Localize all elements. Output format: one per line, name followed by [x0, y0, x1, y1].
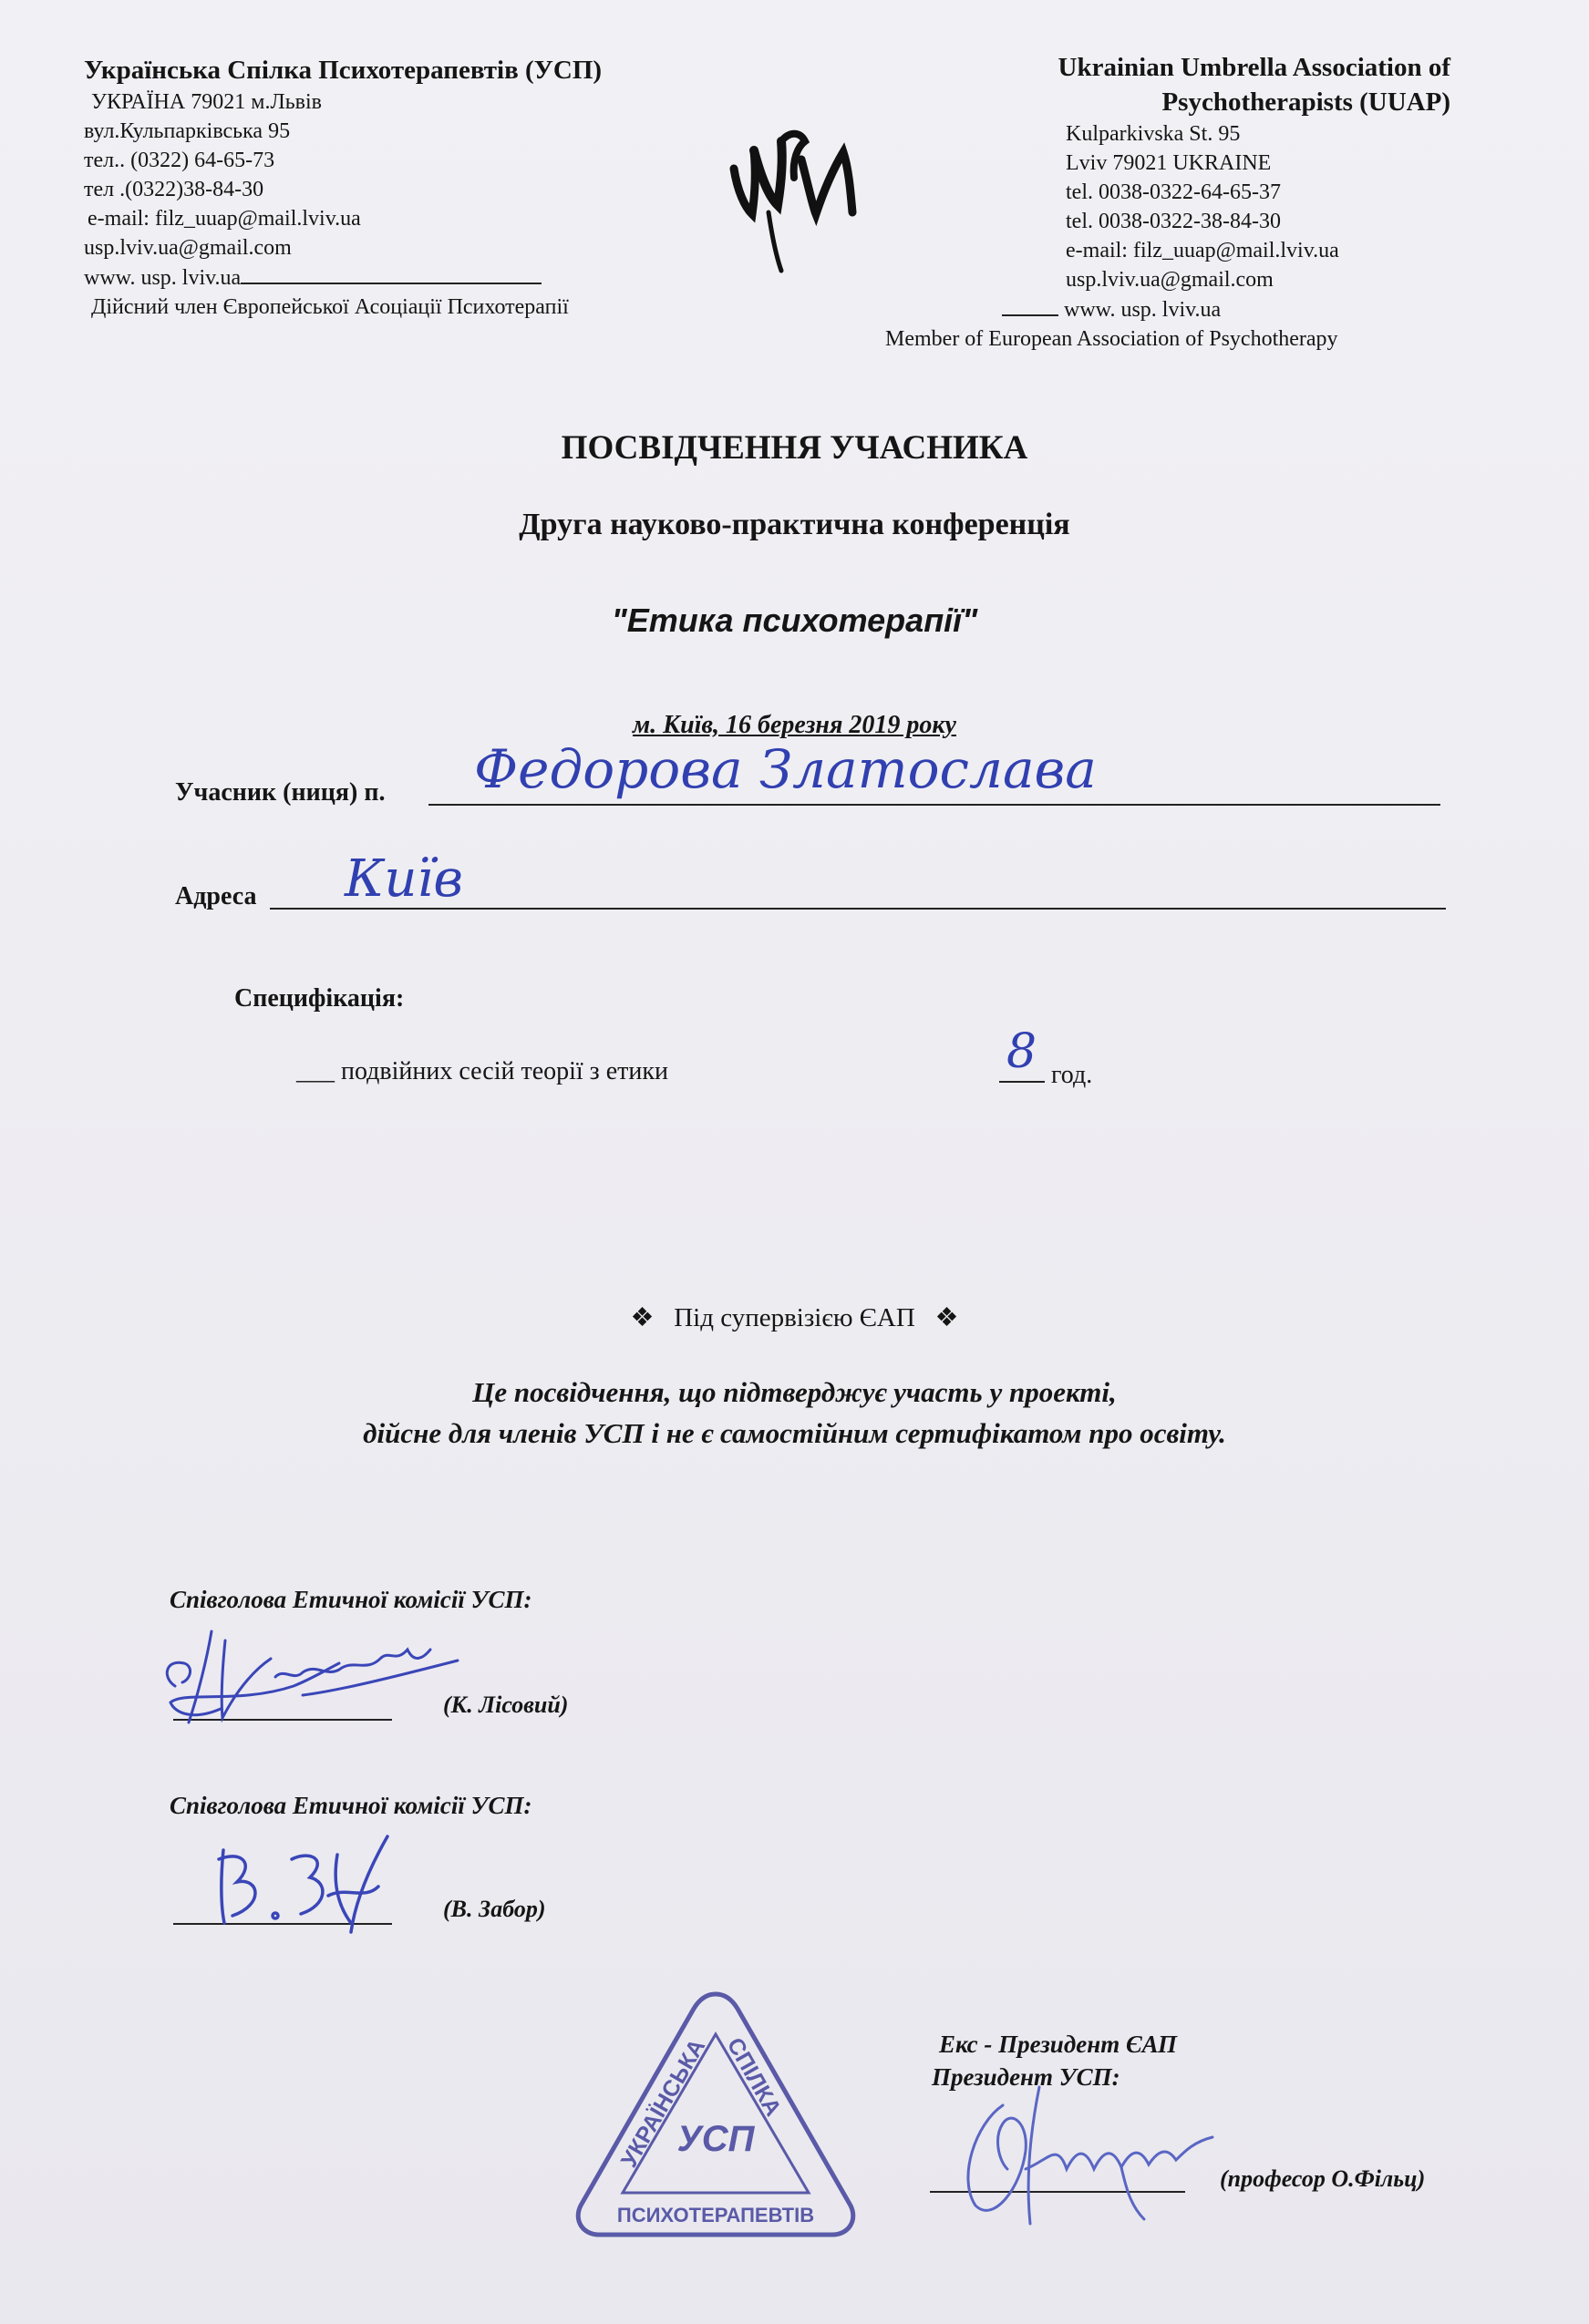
member-line-en: Member of European Association of Psychotherapy — [885, 327, 1338, 351]
sessions-blank: ___ — [296, 1057, 335, 1085]
email-line-en: e-mail: filz_uuap@mail.lviv.ua — [1066, 239, 1339, 262]
president-title-2: Президент УСП: — [932, 2063, 1120, 2091]
place-date: м. Київ, 16 березня 2019 року — [632, 711, 956, 739]
header-divider-right — [1002, 294, 1058, 316]
header-left — [84, 53, 667, 322]
hours-value: 8 — [1006, 1024, 1037, 1079]
website-line-en — [903, 294, 1450, 324]
member-line-ua: Дійсний член Європейської Асоціації Психотерапії — [91, 295, 569, 319]
supervision-line — [0, 1301, 1589, 1333]
website-text-en: www. usp. lviv.ua — [1064, 298, 1222, 322]
supervision-text: Під супервізією ЄАП — [674, 1303, 915, 1332]
signature-zabor — [201, 1832, 419, 1941]
stamp-logo: УСП — [676, 2119, 755, 2159]
phone-line-en: tel. 0038-0322-64-65-37 — [1066, 180, 1281, 204]
street-line-en: Kulparkivska St. 95 — [1066, 122, 1241, 146]
validity-note-line-1: Це посвідчення, що підтверджує участь у проекті, — [472, 1376, 1117, 1408]
org-name-ua: Українська Спілка Психотерапевтів (УСП) — [84, 56, 603, 85]
stamp-text-left: УКРАЇНСЬКА — [615, 2034, 711, 2173]
address-line: УКРАЇНА 79021 м.Львів — [91, 90, 323, 114]
sessions-label: подвійних сесій теорії з етики — [341, 1057, 668, 1085]
stamp-text-right: СПІЛКА — [721, 2033, 787, 2121]
president-title-1: Екс - Президент ЄАП — [939, 2031, 1178, 2058]
conference-name: Друга науково-практична конференція — [519, 508, 1070, 541]
signatory-name-2: (В. Забор) — [443, 1896, 546, 1922]
specification-label: Специфікація: — [234, 984, 405, 1013]
hours-unit: год. — [1051, 1061, 1093, 1089]
signature-filts — [939, 2069, 1222, 2233]
signatory-title-1: Співголова Етичної комісії УСП: — [170, 1586, 532, 1613]
city-line-en: Lviv 79021 UKRAINE — [1066, 151, 1272, 175]
address-value: Київ — [345, 849, 463, 909]
signatory-name-3: (професор О.Фільц) — [1220, 2165, 1426, 2192]
diamond-ornament-icon: ❖ — [934, 1303, 959, 1332]
header-divider — [241, 262, 542, 284]
signatory-title-2: Співголова Етичної комісії УСП: — [170, 1792, 532, 1819]
specification-row — [296, 1057, 668, 1086]
diamond-ornament-icon: ❖ — [630, 1303, 655, 1332]
participant-line — [428, 804, 1440, 806]
website-line — [84, 262, 667, 293]
participant-label: Учасник (ниця) п. — [175, 778, 386, 807]
address-label: Адреса — [175, 882, 257, 910]
phone-line: тел.. (0322) 64-65-73 — [84, 149, 275, 172]
email-line: e-mail: filz_uuap@mail.lviv.ua — [88, 207, 361, 231]
org-name-en: Ukrainian Umbrella Association of Psychotherapists (UUAP) — [1058, 53, 1450, 117]
hours-field — [999, 1024, 1093, 1090]
signature-lisovyi — [157, 1622, 467, 1732]
street-line: вул.Кульпарківська 95 — [84, 119, 291, 143]
website-text: www. usp. lviv.ua — [84, 266, 242, 290]
header-right — [885, 50, 1450, 354]
document-title: ПОСВІДЧЕННЯ УЧАСНИКА — [561, 429, 1028, 467]
hours-blank — [999, 1024, 1045, 1083]
participant-name: Федорова Златослава — [474, 738, 1097, 800]
validity-note-line-2: дійсне для членів УСП і не є самостійним сертифікатом про освіту. — [363, 1417, 1226, 1449]
phone-line-2: тел .(0322)38-84-30 — [84, 178, 264, 201]
conference-theme: "Етика психотерапії" — [611, 602, 978, 639]
signatory-name-1: (К. Лісовий) — [443, 1692, 569, 1718]
stamp-text-bottom: ПСИХОТЕРАПЕВТІВ — [616, 2204, 815, 2226]
phone-line-en-2: tel. 0038-0322-38-84-30 — [1066, 210, 1281, 233]
organization-stamp — [570, 1987, 862, 2251]
usp-logo — [725, 105, 862, 273]
email-line-2: usp.lviv.ua@gmail.com — [84, 236, 292, 260]
email-line-en-2: usp.lviv.ua@gmail.com — [1066, 268, 1274, 292]
